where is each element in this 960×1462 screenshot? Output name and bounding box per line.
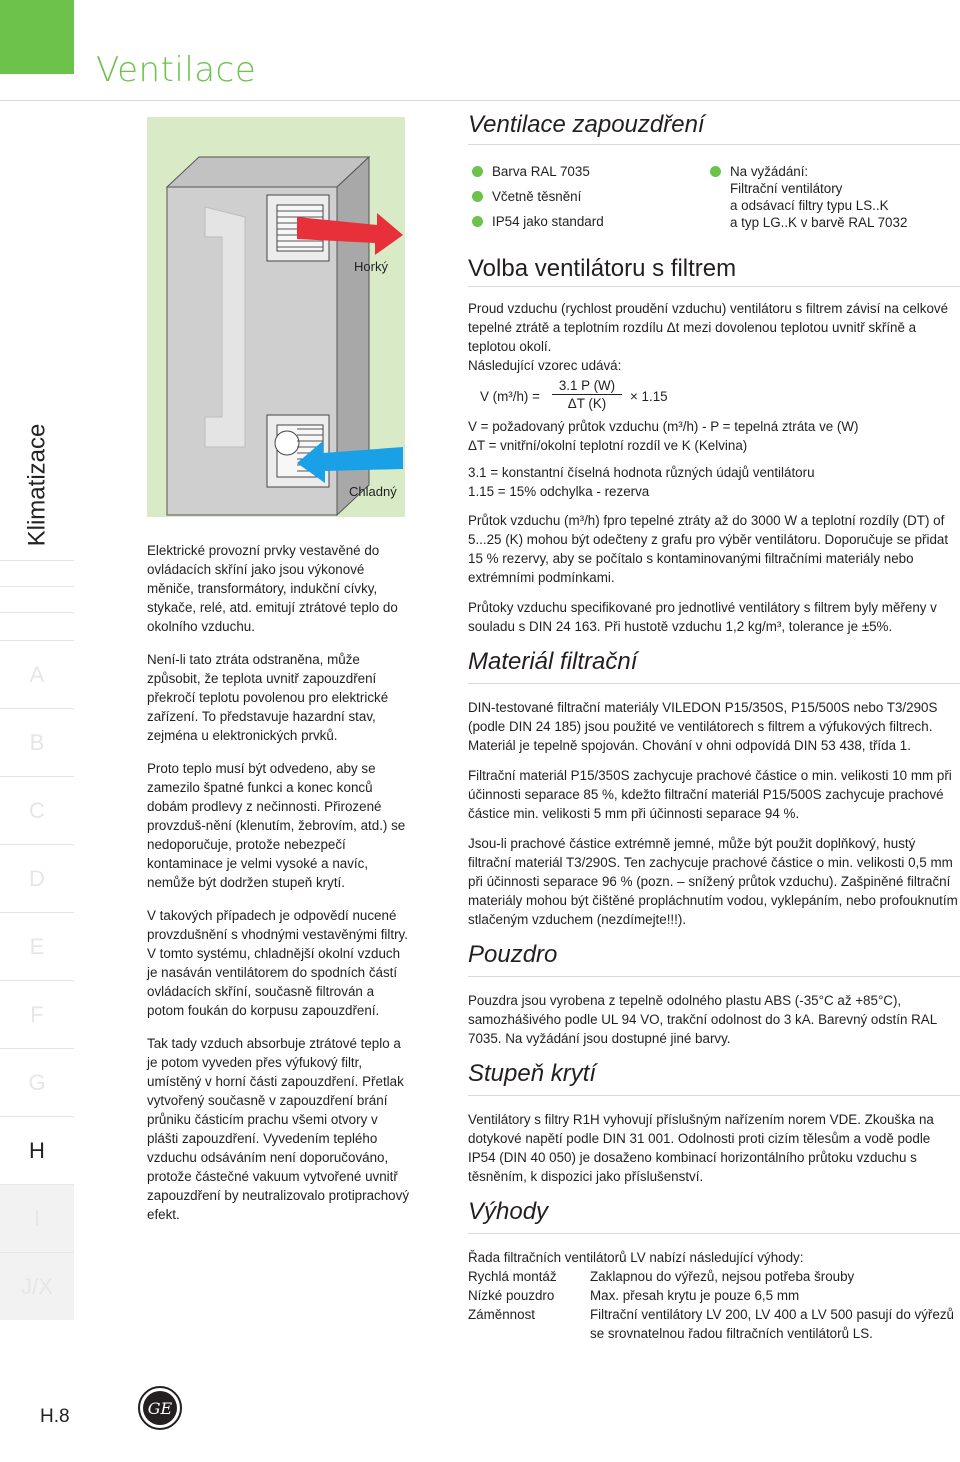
hot-label: Horký bbox=[354, 259, 388, 274]
side-tab-column bbox=[0, 388, 74, 1462]
paragraph: Jsou-li prachové částice extrémně jemné, může být použit doplňkový, hustý filtrační materiál T3/290S. Ten zachycuje prachové částice o min. velikosti 0,5 mm při účinnosti separace 96 % (pozn. – snížený průtok vzduchu). Zašpiněné filtrační materiály mohou být čištěné propláchnutím vodou, vyklepáním, nebo profouknutím stlačeným vzduchem (nezdímejte!!!). bbox=[468, 836, 958, 927]
paragraph: Ventilátory s filtry R1H vyhovují příslušným nařízením norem VDE. Zkouška na dotykové napětí podle DIN 31 001. Odolnosti proti cizím tělesům a vodě podle IP54 (DIN 40 050) je dosaženo kombinací horizontálního průtoku vzduchu s těsněním, k dispozici jako příslušenství. bbox=[468, 1112, 934, 1184]
title-divider bbox=[0, 100, 960, 101]
paragraph: Pouzdra jsou vyrobena z tepelně odolného plastu ABS (-35°C až +85°C), samozhášivého podle UL 94 VO, trakční odolnost do 3 kA. Barevný odstín RAL 7035. Na vyžádání jsou dostupné jiné barvy. bbox=[468, 993, 937, 1046]
definition-line: 3.1 = konstantní číselná hodnota různých údajů ventilátoru bbox=[468, 465, 815, 480]
definition-line: 1.15 = 15% odchylka - rezerva bbox=[468, 484, 650, 499]
left-paragraph: Tak tady vzduch absorbuje ztrátové teplo a je potom vyveden přes výfukový filtr, umístěný v horní části zapouzdření. Přetlak vytvořený současně v zapouzdření brání průniku částicím prachu všemi otvory v plášti zapouzdření. Vyvedením teplého vzduchu odsáváním není doporučováno, protože částečné vakuum vytvořené uvnitř zapouzdření by neutralizovalo protiprachový efekt. bbox=[147, 1036, 410, 1222]
side-tab-h[interactable]: H bbox=[0, 1116, 74, 1184]
section-label-vertical: Klimatizace bbox=[23, 423, 50, 547]
left-paragraph: Proto teplo musí být odvedeno, aby se zamezilo špatné funkci a konec konců dobám prodlevy z nečinnosti. Přirozené provzduš-nění (klenutím, žebrovím, atd.) se nedoporučuje, protože nebezpečí kontaminace je velmi vysoké a navíc, nemůže být dodržen stupeň krytí. bbox=[147, 761, 406, 890]
advantages-intro: Řada filtračních ventilátorů LV nabízí následující výhody: bbox=[468, 1250, 804, 1265]
section-title-pouzdro: Pouzdro bbox=[468, 940, 960, 977]
formula-intro: Následující vzorec udává: bbox=[468, 358, 622, 373]
definition-line: ΔT = vnitřní/okolní teplotní rozdíl ve K (Kelvina) bbox=[468, 438, 748, 453]
feature-bullets bbox=[468, 163, 960, 238]
left-body-text bbox=[147, 541, 412, 1238]
ge-logo-icon bbox=[138, 1386, 182, 1430]
bullet-item: Včetně těsnění bbox=[468, 188, 706, 205]
left-paragraph: V takových případech je odpovědí nucené provzdušnění s vhodnými vestavěnými filtry. V tomto systému, chladnější okolní vzduch je nasáván ventilátorem do spodních částí ovládacích skříní, současně filtrován a potom foukán do korpusu zapouzdření. bbox=[147, 908, 408, 1018]
paragraph: Průtoky vzduchu specifikované pro jednotlivé ventilátory s filtrem byly měřeny v souladu s DIN 24 163. Při hustotě vzduchu 1,2 kg/m³, tolerance je ±5%. bbox=[468, 600, 937, 634]
table-row: Záměnnost Filtrační ventilátory LV 200, LV 400 a LV 500 pasují do výřezů se srovnatelnou řadou filtračních ventilátorů LS. bbox=[468, 1307, 954, 1341]
bullet-list-right bbox=[706, 163, 907, 238]
section-title-material: Materiál filtrační bbox=[468, 647, 960, 684]
paragraph: DIN-testované filtrační materiály VILEDON P15/350S, P15/500S nebo T3/290S (podle DIN 24 185) jsou použité ve ventilátorech s filtrem a výfukových filtrech. Materiál je tepelně spojován. Chování v ohni odpovídá DIN 53 438, třída 1. bbox=[468, 700, 938, 753]
side-tab-c[interactable]: C bbox=[0, 776, 74, 844]
airflow-formula bbox=[468, 377, 960, 417]
bullet-list-left bbox=[468, 163, 706, 238]
side-tab-a[interactable]: A bbox=[0, 640, 74, 708]
tab-divider bbox=[0, 612, 74, 638]
page-title: Ventilace bbox=[96, 50, 257, 90]
paragraph: Filtrační materiál P15/350S zachycuje prachové částice o min. velikosti 10 mm při účinnosti separace 85 %, kdežto filtrační materiál P15/500S zachycuje prachové částice min. velikosti 5 mm při účinnosti separace 94 %. bbox=[468, 768, 952, 821]
formula-numerator: 3.1 P (W) bbox=[552, 377, 622, 395]
svg-text:GE: GE bbox=[147, 1399, 173, 1418]
tab-divider bbox=[0, 586, 74, 612]
side-tab-e[interactable]: E bbox=[0, 912, 74, 980]
section-title-ventilace-zapouzdreni: Ventilace zapouzdření bbox=[468, 110, 960, 145]
left-paragraph: Není-li tato ztráta odstraněna, může způsobit, že teplota uvnitř zapouzdření překročí teplotu povolenou pro elektrické zařízení. To představuje hazardní stav, zejména u elektronických prvků. bbox=[147, 652, 389, 743]
formula-lhs: V (m³/h) = bbox=[480, 389, 540, 404]
definition-line: V = požadovaný průtok vzduchu (m³/h) - P = tepelná ztráta ve (W) bbox=[468, 419, 859, 434]
intro-paragraph: Proud vzduchu (rychlost proudění vzduchu) ventilátoru s filtrem závisí na celkové tepelné ztrátě a teplotním rozdílu Δt mezi dovolenou teplotou uvnitř skříně a teplotou okolí. bbox=[468, 301, 949, 354]
formula-denominator: ΔT (K) bbox=[567, 396, 607, 411]
cabinet-top bbox=[167, 157, 369, 187]
side-tab-d[interactable]: D bbox=[0, 844, 74, 912]
left-paragraph: Elektrické provozní prvky vestavěné do ovládacích skříní jako jsou výkonové měniče, transformátory, indukční cívky, stykače, relé, atd. emitují ztrátové teplo do okolního vzduchu. bbox=[147, 543, 398, 634]
side-tab-b[interactable]: B bbox=[0, 708, 74, 776]
bullet-item: Barva RAL 7035 bbox=[468, 163, 706, 180]
cold-label: Chladný bbox=[349, 484, 397, 499]
table-row: Nízké pouzdro Max. přesah krytu je pouze 6,5 mm bbox=[468, 1288, 800, 1303]
section-title-vyhody: Výhody bbox=[468, 1197, 960, 1234]
side-tab-f[interactable]: F bbox=[0, 980, 74, 1048]
cabinet-drawing bbox=[147, 117, 405, 517]
side-tab-j-x[interactable]: J/X bbox=[0, 1252, 74, 1320]
cabinet-airflow-illustration bbox=[147, 117, 405, 517]
table-row: Rychlá montáž Zaklapnou do výřezů, nejsou potřeba šrouby bbox=[468, 1269, 855, 1284]
formula-multiplier: × 1.15 bbox=[630, 389, 668, 404]
side-tab-g[interactable]: G bbox=[0, 1048, 74, 1116]
header-accent-tab bbox=[0, 0, 74, 74]
side-tab-i[interactable]: I bbox=[0, 1184, 74, 1252]
bullet-item: Na vyžádání: Filtrační ventilátory a odsávací filtry typu LS..K a typ LG..K v barvě RAL 7032 bbox=[706, 163, 907, 231]
section-title-volba: Volba ventilátoru s filtrem bbox=[468, 254, 960, 287]
paragraph: Průtok vzduchu (m³/h) fpro tepelné ztráty až do 3000 W a teplotní rozdíly (DT) of 5...25 (K) mohou být odečteny z grafu pro výběr ventilátoru. Doporučuje se přidat 15 % rezervy, aby se počítalo s kontaminovanými filtračními materiály nebo extrémními podmínkami. bbox=[468, 513, 949, 585]
page-number: H.8 bbox=[40, 1406, 70, 1427]
section-title-stupen-kryti: Stupeň krytí bbox=[468, 1059, 960, 1096]
right-column bbox=[468, 110, 960, 1343]
tab-divider bbox=[0, 560, 74, 586]
bullet-item: IP54 jako standard bbox=[468, 213, 706, 230]
advantages-table bbox=[468, 1267, 960, 1343]
